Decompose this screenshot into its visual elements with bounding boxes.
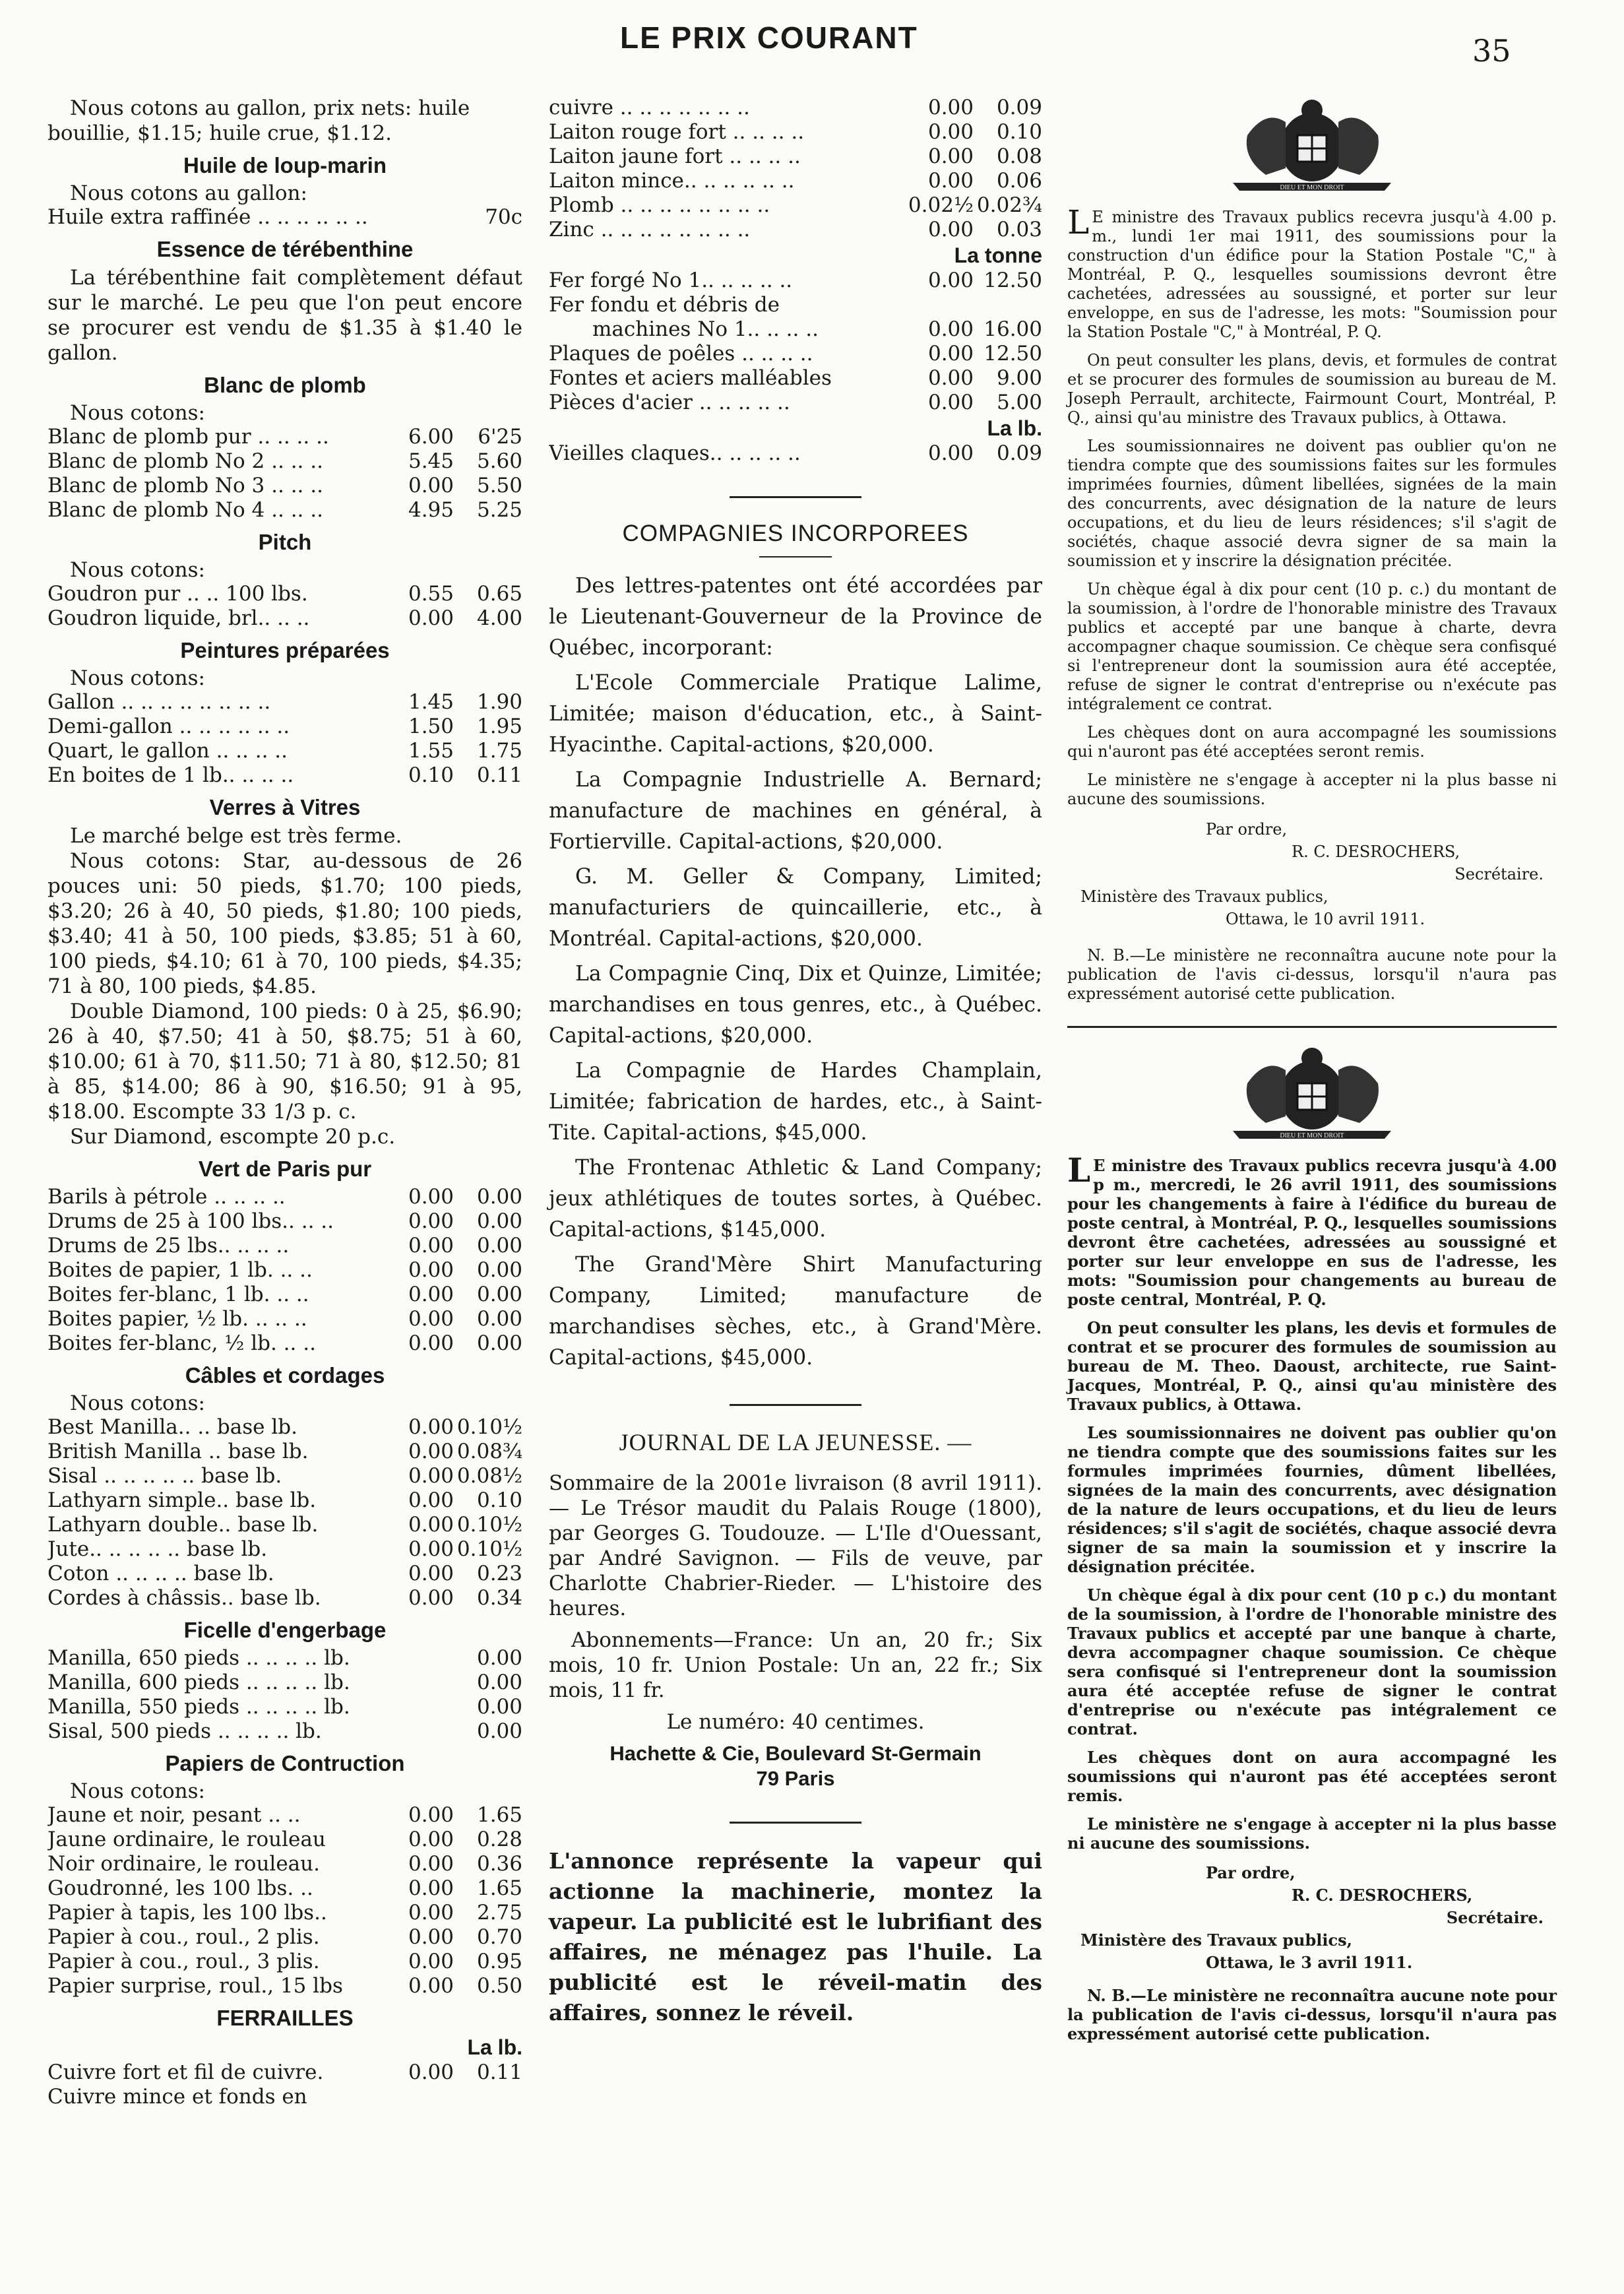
price-min: 0.00 xyxy=(927,144,974,168)
price-row xyxy=(47,582,522,606)
price-label: Noir ordinaire, le rouleau. xyxy=(47,1852,320,1876)
advertising-quote: L'annonce représente la vapeur qui actionne la machinerie, montez la vapeur. La publicité est le lubrifiant des affaires, ne ménagez pas l'huile. La publicité est le réveil-matin des affaires, sonnez le réveil. xyxy=(549,1848,1042,2025)
price-row xyxy=(47,1852,522,1876)
price-row xyxy=(549,317,1042,342)
price-row xyxy=(47,1415,522,1440)
price-label: Zinc .. .. .. .. .. .. .. .. xyxy=(549,218,751,241)
price-row xyxy=(47,1488,522,1513)
price-max: 16.00 xyxy=(984,317,1042,341)
section-text: Nous cotons: Star, au-dessous de 26 pouces uni: 50 pieds, $1.70; 100 pieds, $3.20; 26 à 40, 50 pieds, $1.80; 100 pieds, $3.40; 41 à 50, 100 pieds, $3.85; 51 à 60, 100 pieds, $4.10; 61 à 70, 100 pieds, $4.35; 71 à 80, 100 pieds, $4.85. xyxy=(47,849,522,998)
price-row xyxy=(47,205,522,230)
price-label: Papier surprise, roul., 15 lbs xyxy=(47,1974,343,1998)
price-label: Blanc de plomb No 3 .. .. .. xyxy=(47,474,323,497)
price-label: Boites fer-blanc, 1 lb. .. .. xyxy=(47,1283,309,1306)
price-min: 0.00 xyxy=(408,1586,454,1610)
price-row xyxy=(47,1803,522,1828)
price-row xyxy=(47,1646,522,1671)
price-row xyxy=(47,1925,522,1950)
price-max: 1.65 xyxy=(476,1803,522,1827)
journal-publisher: Hachette & Cie, Boulevard St-Germain xyxy=(609,1742,982,1765)
price-min: 0.00 xyxy=(927,269,974,292)
price-label: Jaune et noir, pesant .. .. xyxy=(47,1803,301,1827)
price-max: 2.75 xyxy=(476,1901,522,1925)
tender-notice xyxy=(1067,96,1557,1004)
price-row xyxy=(47,1258,522,1283)
price-label: Fontes et aciers malléables xyxy=(549,366,832,390)
journal-price: Le numéro: 40 centimes. xyxy=(666,1710,925,1734)
price-row xyxy=(47,2060,522,2085)
price-min: 0.00 xyxy=(408,1803,454,1827)
page-header xyxy=(0,20,1624,69)
price-label: Boites de papier, 1 lb. .. .. xyxy=(47,1258,313,1282)
price-max: 5.60 xyxy=(476,449,522,473)
signature-name: R. C. DESROCHERS, xyxy=(1292,1886,1473,1905)
price-label: Jute.. .. .. .. .. base lb. xyxy=(47,1537,268,1561)
price-row xyxy=(47,1307,522,1331)
price-label: Fer fondu et débris de xyxy=(549,293,780,317)
price-max: 5.50 xyxy=(476,474,522,497)
price-min xyxy=(388,205,454,230)
section-heading: Câbles et cordages xyxy=(185,1363,385,1387)
price-row xyxy=(47,1586,522,1610)
price-max: 0.00 xyxy=(476,1258,522,1282)
price-max: 0.02¾ xyxy=(976,193,1042,217)
price-label: Gallon .. .. .. .. .. .. .. .. xyxy=(47,690,271,714)
price-row xyxy=(47,763,522,788)
price-max: 5.00 xyxy=(996,391,1042,414)
notice-paragraph: LE ministre des Travaux publics recevra jusqu'à 4.00 p. m., lundi 1er mai 1911, des soumissions pour la construction d'un édifice pour la Station Postale "C," à Montréal, P. Q., lesquelles soumissions devront être cachetées, adressées au soussigné, et porter sur leur enveloppe, en sus de l'adresse, les mots: "Soumission pour la Station Postale "C," à Montréal, P. Q. xyxy=(1067,203,1557,341)
price-min: 1.55 xyxy=(408,739,454,763)
unit-heading: La lb. xyxy=(467,2035,522,2059)
price-row xyxy=(47,1695,522,1719)
price-label: Cordes à châssis.. base lb. xyxy=(47,1586,321,1610)
price-max: 0.00 xyxy=(476,1307,522,1331)
royal-coat-of-arms-icon xyxy=(1187,96,1437,195)
unit-heading: La lb. xyxy=(987,416,1042,440)
price-row xyxy=(549,96,1042,120)
price-max: 1.95 xyxy=(476,715,522,738)
price-label: Goudron pur .. .. 100 lbs. xyxy=(47,582,308,606)
notice-nb: N. B.—Le ministère ne reconnaîtra aucune note pour la publication de l'avis ci-dessus, lorsqu'il n'aura pas expressément autorisé cette publication. xyxy=(1067,946,1557,1003)
price-max: 0.09 xyxy=(996,96,1042,119)
price-min: 0.00 xyxy=(408,1901,454,1925)
section-subtext: Nous cotons: xyxy=(70,666,205,690)
price-row xyxy=(549,169,1042,193)
price-row xyxy=(47,425,522,449)
company-paragraph: La Compagnie Cinq, Dix et Quinze, Limitée; marchandises en tous genres, etc., à Québec. Capital-actions, $20,000. xyxy=(549,962,1042,1048)
price-max: 0.08¾ xyxy=(456,1440,522,1463)
section-subtext: Nous cotons: xyxy=(70,1779,205,1803)
price-row xyxy=(549,391,1042,415)
signature-line: Par ordre, xyxy=(1206,820,1288,839)
notice-paragraph: On peut consulter les plans, les devis et formules de contrat et se procurer des formules de soumission au bureau de M. Theo. Daoust, architecte, rue Saint-Jacques, Montréal, P. Q., ainsi qu'au ministère des Travaux publics, à Ottawa. xyxy=(1067,1318,1557,1414)
price-label: British Manilla .. base lb. xyxy=(47,1440,309,1463)
price-label: Boites papier, ½ lb. .. .. .. xyxy=(47,1307,307,1331)
price-min: 0.00 xyxy=(927,391,974,414)
price-label: Manilla, 600 pieds .. .. .. .. lb. xyxy=(47,1671,350,1694)
notice-date: Ottawa, le 3 avril 1911. xyxy=(1206,1953,1413,1972)
price-row xyxy=(47,1440,522,1464)
price-min: 0.00 xyxy=(408,1513,454,1537)
price-max: 0.95 xyxy=(476,1950,522,1973)
divider xyxy=(730,496,861,498)
price-min: 0.00 xyxy=(408,1331,454,1355)
section-heading: Papiers de Contruction xyxy=(165,1751,405,1775)
notice-date: Ottawa, le 10 avril 1911. xyxy=(1226,910,1425,928)
price-label: Barils à pétrole .. .. .. .. xyxy=(47,1185,286,1209)
price-min: 0.00 xyxy=(408,1307,454,1331)
price-row xyxy=(47,449,522,474)
ministry-name: Ministère des Travaux publics, xyxy=(1080,887,1328,906)
section-heading: Vert de Paris pur xyxy=(198,1157,372,1181)
royal-coat-of-arms-icon xyxy=(1187,1044,1437,1143)
price-row xyxy=(47,1283,522,1307)
price-max: 70c xyxy=(485,205,522,229)
price-max: 0.00 xyxy=(476,1185,522,1209)
section-text: Sur Diamond, escompte 20 p.c. xyxy=(70,1125,396,1149)
signature-name: R. C. DESROCHERS, xyxy=(1292,843,1460,861)
price-row xyxy=(47,1234,522,1258)
price-max: 0.70 xyxy=(476,1925,522,1949)
crest-motto: DIEU ET MON DROIT xyxy=(1280,1132,1344,1139)
price-max: 0.10½ xyxy=(456,1415,522,1439)
price-row xyxy=(47,1209,522,1234)
price-label: Drums de 25 lbs.. .. .. .. xyxy=(47,1234,290,1258)
price-min: 0.00 xyxy=(408,2060,454,2084)
signature-title: Secrétaire. xyxy=(1446,1908,1544,1927)
price-max: 6'25 xyxy=(478,425,522,449)
price-min: 1.45 xyxy=(408,690,454,714)
price-max: 0.00 xyxy=(476,1234,522,1258)
price-max: 0.00 xyxy=(476,1695,522,1719)
price-label: Papier à cou., roul., 3 plis. xyxy=(47,1950,320,1973)
price-min xyxy=(388,1671,454,1695)
price-label: Sisal .. .. .. .. .. base lb. xyxy=(47,1464,282,1488)
price-max: 0.28 xyxy=(476,1828,522,1851)
notice-paragraph: Les soumissionnaires ne doivent pas oublier qu'on ne tiendra compte que des soumissions faites sur les formules imprimées fournies, dûment libellées, signées de la main des concurrents, avec désignation de la nature de leurs occupations, et du lieu de leurs résidences; s'il s'agit de sociétés, chaque associé devra signer de sa main la soumission et y inscrire la désignation précitée. xyxy=(1067,1423,1557,1576)
price-min: 0.00 xyxy=(408,1415,454,1439)
notice-paragraph: Un chèque égal à dix pour cent (10 p. c.) du montant de la soumission, à l'ordre de l'honorable ministre des Travaux publics et accepté par une banque à charte, devra accompagner chaque soumission. Ce chèque sera confisqué si l'entrepreneur dont la soumission aura été acceptée, refuse de signer le contrat d'entreprise ou n'exécute pas intégralement ce contrat. xyxy=(1067,580,1557,713)
price-min xyxy=(388,2085,454,2109)
price-label: Cuivre mince et fonds en xyxy=(47,2085,307,2109)
price-label: Coton .. .. .. .. base lb. xyxy=(47,1562,274,1585)
price-max: 1.90 xyxy=(476,690,522,714)
section-heading: Essence de térébenthine xyxy=(156,237,414,261)
crest-motto: DIEU ET MON DROIT xyxy=(1280,184,1344,191)
price-label: Sisal, 500 pieds .. .. .. .. lb. xyxy=(47,1719,322,1743)
price-min: 1.50 xyxy=(408,715,454,738)
notice-paragraph: Les chèques dont on aura accompagné les soumissions qui n'auront pas été acceptées seront remis. xyxy=(1067,1748,1557,1805)
ministry-name: Ministère des Travaux publics, xyxy=(1080,1930,1352,1950)
notice-nb: N. B.—Le ministère ne reconnaîtra aucune note pour la publication de l'avis ci-dessus, lorsqu'il n'aura pas expressément autorisé cette publication. xyxy=(1067,1986,1557,2043)
company-paragraph: G. M. Geller & Company, Limited; manufacturiers de quincaillerie, etc., à Montréal. Capital-actions, $20,000. xyxy=(549,865,1042,951)
price-min: 0.00 xyxy=(408,1440,454,1463)
column-notices xyxy=(1067,96,1557,2053)
price-max: 5.25 xyxy=(476,498,522,522)
price-row xyxy=(47,1537,522,1562)
price-max: 0.00 xyxy=(476,1209,522,1233)
section-heading: Huile de loup-marin xyxy=(183,153,387,177)
price-min: 0.00 xyxy=(408,1185,454,1209)
price-row xyxy=(549,342,1042,366)
price-label: Vieilles claques.. .. .. .. .. xyxy=(549,441,801,465)
price-min: 0.00 xyxy=(408,1974,454,1998)
price-row xyxy=(47,1331,522,1356)
divider xyxy=(1067,1026,1557,1028)
price-max xyxy=(974,293,1042,317)
section-heading: FERRAILLES xyxy=(216,2006,354,2030)
price-row xyxy=(47,1950,522,1974)
price-label: Papier à cou., roul., 2 plis. xyxy=(47,1925,320,1949)
price-label: Quart, le gallon .. .. .. .. xyxy=(47,739,288,763)
price-row xyxy=(47,1876,522,1901)
price-label: Pièces d'acier .. .. .. .. .. xyxy=(549,391,790,414)
company-paragraph: The Frontenac Athletic & Land Company; jeux athlétiques de toutes sortes, à Québec. Capital-actions, $145,000. xyxy=(549,1156,1042,1242)
price-label: cuivre .. .. .. .. .. .. .. xyxy=(549,96,750,119)
price-label: Laiton mince.. .. .. .. .. .. xyxy=(549,169,795,193)
price-min: 0.00 xyxy=(927,120,974,144)
column-middle xyxy=(549,96,1042,2050)
price-min: 0.00 xyxy=(927,96,974,119)
price-row xyxy=(47,474,522,498)
price-max: 0.10½ xyxy=(456,1513,522,1537)
section-subtext: Nous cotons au gallon: xyxy=(70,181,307,205)
price-max: 4.00 xyxy=(476,606,522,630)
price-label: Drums de 25 à 100 lbs.. .. .. xyxy=(47,1209,334,1233)
price-min xyxy=(908,293,974,317)
price-label: Manilla, 550 pieds .. .. .. .. lb. xyxy=(47,1695,350,1719)
company-paragraph: Des lettres-patentes ont été accordées par le Lieutenant-Gouverneur de la Province de Québec, incorporant: xyxy=(549,574,1042,660)
price-table xyxy=(47,425,522,523)
price-label: Jaune ordinaire, le rouleau xyxy=(47,1828,326,1851)
price-min: 0.10 xyxy=(408,763,454,787)
price-min: 0.00 xyxy=(408,1876,454,1900)
price-label: Blanc de plomb No 2 .. .. .. xyxy=(47,449,323,473)
price-row xyxy=(549,120,1042,144)
price-label: Cuivre fort et fil de cuivre. xyxy=(47,2060,324,2084)
price-label: Plaques de poêles .. .. .. .. xyxy=(549,342,813,366)
price-row xyxy=(549,366,1042,391)
price-min: 0.00 xyxy=(408,474,454,497)
price-max: 0.00 xyxy=(476,1719,522,1743)
price-max: 0.00 xyxy=(476,1671,522,1694)
price-min: 0.00 xyxy=(408,1488,454,1512)
price-label: Laiton rouge fort .. .. .. .. xyxy=(549,120,805,144)
divider xyxy=(730,1404,861,1406)
section-heading: Ficelle d'engerbage xyxy=(183,1618,387,1642)
price-label: Goudron liquide, brl.. .. .. xyxy=(47,606,310,630)
signature-title: Secrétaire. xyxy=(1454,865,1544,883)
companies-heading: COMPAGNIES INCORPOREES xyxy=(622,521,969,546)
section-subtext: Nous cotons: xyxy=(70,401,205,425)
price-label: Demi-gallon .. .. .. .. .. .. xyxy=(47,715,290,738)
price-min: 0.00 xyxy=(408,1258,454,1282)
price-max: 0.00 xyxy=(476,1331,522,1355)
price-min: 4.95 xyxy=(408,498,454,522)
price-max: 0.36 xyxy=(476,1852,522,1876)
price-max: 12.50 xyxy=(984,342,1042,366)
notice-paragraph: Les chèques dont on aura accompagné les soumissions qui n'auront pas été acceptées seront remis. xyxy=(1067,723,1557,761)
price-label: Plomb .. .. .. .. .. .. .. .. xyxy=(549,193,770,217)
price-label: Blanc de plomb pur .. .. .. .. xyxy=(47,425,329,449)
price-row xyxy=(549,293,1042,317)
price-max: 0.65 xyxy=(476,582,522,606)
divider xyxy=(759,556,832,558)
price-row xyxy=(549,269,1042,293)
price-row xyxy=(47,498,522,523)
price-label: machines No 1.. .. .. .. xyxy=(592,317,819,341)
price-row xyxy=(549,218,1042,242)
price-max xyxy=(454,2085,522,2109)
price-min: 0.00 xyxy=(408,1209,454,1233)
price-min: 0.02½ xyxy=(908,193,974,217)
price-min xyxy=(388,1719,454,1744)
price-min: 0.55 xyxy=(408,582,454,606)
price-row xyxy=(549,193,1042,218)
price-row xyxy=(549,144,1042,169)
price-max: 1.65 xyxy=(476,1876,522,1900)
price-min: 0.00 xyxy=(408,606,454,630)
price-max: 0.06 xyxy=(996,169,1042,193)
price-row xyxy=(47,1901,522,1925)
price-max: 0.08 xyxy=(996,144,1042,168)
price-max: 0.00 xyxy=(476,1646,522,1670)
price-row xyxy=(47,606,522,631)
price-row xyxy=(549,441,1042,466)
company-paragraph: L'Ecole Commerciale Pratique Lalime, Limitée; maison d'éducation, etc., à Saint-Hyacinthe. Capital-actions, $20,000. xyxy=(549,671,1042,757)
column-prices-left xyxy=(47,96,522,2109)
price-row xyxy=(47,1974,522,1998)
price-max: 0.10 xyxy=(476,1488,522,1512)
price-max: 0.10½ xyxy=(456,1537,522,1561)
price-min xyxy=(388,1695,454,1719)
notice-paragraph: On peut consulter les plans, devis, et formules de contrat et se procurer des formules de soumission au bureau de M. Joseph Perrault, architecte, Fairmount Court, Montréal, P. Q., ainsi qu'au ministre des Travaux publics, à Ottawa. xyxy=(1067,351,1557,427)
journal-heading: JOURNAL DE LA JEUNESSE. — xyxy=(619,1429,972,1455)
notice-paragraph: Un chèque égal à dix pour cent (10 p c.) du montant de la soumission, à l'ordre de l'honorable ministre des Travaux publics et accepté par une banque à charte, devra accompagner chaque soumission. Ce chèque sera confisqué si l'entrepreneur dont la soumission aura été acceptée refuse de signer le contrat d'entreprise ou n'exécute pas intégralement ce contrat. xyxy=(1067,1585,1557,1738)
price-max: 0.34 xyxy=(476,1586,522,1610)
price-min: 0.00 xyxy=(927,342,974,366)
price-min: 0.00 xyxy=(408,1852,454,1876)
notice-paragraph: Le ministère ne s'engage à accepter ni la plus basse ni aucune des soumissions. xyxy=(1067,771,1557,808)
price-min: 0.00 xyxy=(408,1464,454,1488)
price-label: Fer forgé No 1.. .. .. .. .. xyxy=(549,269,793,292)
journal-publisher-address: 79 Paris xyxy=(756,1767,835,1790)
price-min: 0.00 xyxy=(408,1828,454,1851)
journal-summary: Sommaire de la 2001e livraison (8 avril 1911). — Le Trésor maudit du Palais Rouge (1800), par Georges G. Toudouze. — L'Ile d'Ouessant, par André Savignon. — Fils de veuve, par Charlotte Chabrier-Rieder. — L'histoire des heures. xyxy=(549,1471,1042,1620)
price-min: 0.00 xyxy=(927,366,974,390)
price-min: 0.00 xyxy=(408,1283,454,1306)
section-text: La térébenthine fait complètement défaut sur le marché. Le peu que l'on peut encore se procurer est vendu de $1.35 à $1.40 le gallon. xyxy=(47,266,522,365)
price-max: 0.11 xyxy=(476,763,522,787)
price-label: Goudronné, les 100 lbs. .. xyxy=(47,1876,313,1900)
price-row xyxy=(47,715,522,739)
price-min: 0.00 xyxy=(927,317,974,341)
price-label: Laiton jaune fort .. .. .. .. xyxy=(549,144,801,168)
price-label: En boites de 1 lb.. .. .. .. xyxy=(47,763,294,787)
price-label: Lathyarn double.. base lb. xyxy=(47,1513,319,1537)
price-row xyxy=(47,739,522,763)
company-paragraph: The Grand'Mère Shirt Manufacturing Company, Limited; manufacture de marchandises sèches, etc., à Grand'Mère. Capital-actions, $45,000. xyxy=(549,1253,1042,1370)
price-min: 0.00 xyxy=(927,218,974,241)
price-row xyxy=(47,1562,522,1586)
price-min: 0.00 xyxy=(408,1925,454,1949)
price-row xyxy=(47,1671,522,1695)
section-heading: Peintures préparées xyxy=(180,638,390,662)
price-max: 12.50 xyxy=(984,269,1042,292)
price-min: 5.45 xyxy=(408,449,454,473)
price-max: 0.10 xyxy=(996,120,1042,144)
notice-paragraph: Les soumissionnaires ne doivent pas oublier qu'on ne tiendra compte que des soumissions faites sur les formules imprimées fournies, dûment libellées, signées de la main des concurrents, avec désignation de la nature de leurs occupations, et du lieu de leurs résidences; s'il s'agit de sociétés, chaque associé devra signer de sa main la soumission et y inscrire la désignation précitée. xyxy=(1067,437,1557,570)
section-text: Double Diamond, 100 pieds: 0 à 25, $6.90; 26 à 40, $7.50; 41 à 50, $8.75; 51 à 60, $10.00; 61 à 70, $11.50; 71 à 80, $12.50; 81 à 85, $14.00; 86 à 90, $16.50; 91 à 95, $18.00. Escompte 33 1/3 p. c. xyxy=(47,1000,522,1124)
price-label: Boites fer-blanc, ½ lb. .. .. xyxy=(47,1331,316,1355)
price-min: 0.00 xyxy=(927,441,974,465)
price-row xyxy=(47,1185,522,1209)
tender-notice xyxy=(1067,1044,1557,2043)
price-max: 0.11 xyxy=(476,2060,522,2084)
price-max: 0.09 xyxy=(996,441,1042,465)
page-number: 35 xyxy=(1472,33,1511,69)
price-row xyxy=(47,2085,522,2109)
journal-title: LE PRIX COURANT xyxy=(620,20,918,55)
price-max: 0.23 xyxy=(476,1562,522,1585)
price-label: Lathyarn simple.. base lb. xyxy=(47,1488,317,1512)
price-row xyxy=(47,1828,522,1852)
price-row xyxy=(47,1513,522,1537)
price-min: 0.00 xyxy=(408,1234,454,1258)
notice-paragraph: LE ministre des Travaux publics recevra jusqu'à 4.00 p m., mercredi, le 26 avril 1911, des soumissions pour les changements à faire à l'édifice du bureau de poste central, à Montréal, P. Q., lesquelles soumissions devront être cachetées, adressées au soussigné et porter sur leur enveloppe en sus de l'adresse, les mots: "Soumission pour changements au bureau de poste central, Montréal, P. Q. xyxy=(1067,1151,1557,1309)
price-label: Blanc de plomb No 4 .. .. .. xyxy=(47,498,323,522)
price-min: 0.00 xyxy=(408,1950,454,1973)
section-subtext: Nous cotons: xyxy=(70,1391,205,1415)
price-row xyxy=(47,1464,522,1488)
price-min xyxy=(388,1646,454,1671)
price-min: 0.00 xyxy=(408,1537,454,1561)
price-max: 0.03 xyxy=(996,218,1042,241)
section-text: Le marché belge est très ferme. xyxy=(70,824,402,848)
section-subtext: Nous cotons: xyxy=(70,558,205,582)
price-row xyxy=(47,1719,522,1744)
section-heading: Verres à Vitres xyxy=(209,795,361,819)
company-paragraph: La Compagnie Industrielle A. Bernard; manufacture de machines en général, à Fortierville. Capital-actions, $20,000. xyxy=(549,768,1042,854)
price-label: Huile extra raffinée .. .. .. .. .. .. xyxy=(47,205,368,229)
price-min: 0.00 xyxy=(408,1562,454,1585)
section-heading: Pitch xyxy=(258,530,312,554)
notice-paragraph: Le ministère ne s'engage à accepter ni la plus basse ni aucune des soumissions. xyxy=(1067,1814,1557,1853)
price-min: 6.00 xyxy=(408,425,454,449)
price-max: 9.00 xyxy=(996,366,1042,390)
price-row xyxy=(47,690,522,715)
price-max: 0.50 xyxy=(476,1974,522,1998)
price-label: Papier à tapis, les 100 lbs.. xyxy=(47,1901,327,1925)
price-max: 1.75 xyxy=(476,739,522,763)
signature-line: Par ordre, xyxy=(1206,1863,1296,1882)
divider xyxy=(730,1822,861,1824)
price-max: 0.08½ xyxy=(456,1464,522,1488)
price-min: 0.00 xyxy=(927,169,974,193)
price-max: 0.00 xyxy=(476,1283,522,1306)
price-label: Best Manilla.. .. base lb. xyxy=(47,1415,297,1439)
company-paragraph: La Compagnie de Hardes Champlain, Limitée; fabrication de hardes, etc., à Saint-Tite. Capital-actions, $45,000. xyxy=(549,1059,1042,1145)
price-label: Manilla, 650 pieds .. .. .. .. lb. xyxy=(47,1646,350,1670)
section-heading: Blanc de plomb xyxy=(204,373,366,397)
unit-heading: La tonne xyxy=(954,243,1042,267)
journal-subscription: Abonnements—France: Un an, 20 fr.; Six mois, 10 fr. Union Postale: Un an, 22 fr.; Six mois, 11 fr. xyxy=(549,1628,1042,1702)
intro-text: Nous cotons au gallon, prix nets: huile bouillie, $1.15; huile crue, $1.12. xyxy=(47,96,470,145)
